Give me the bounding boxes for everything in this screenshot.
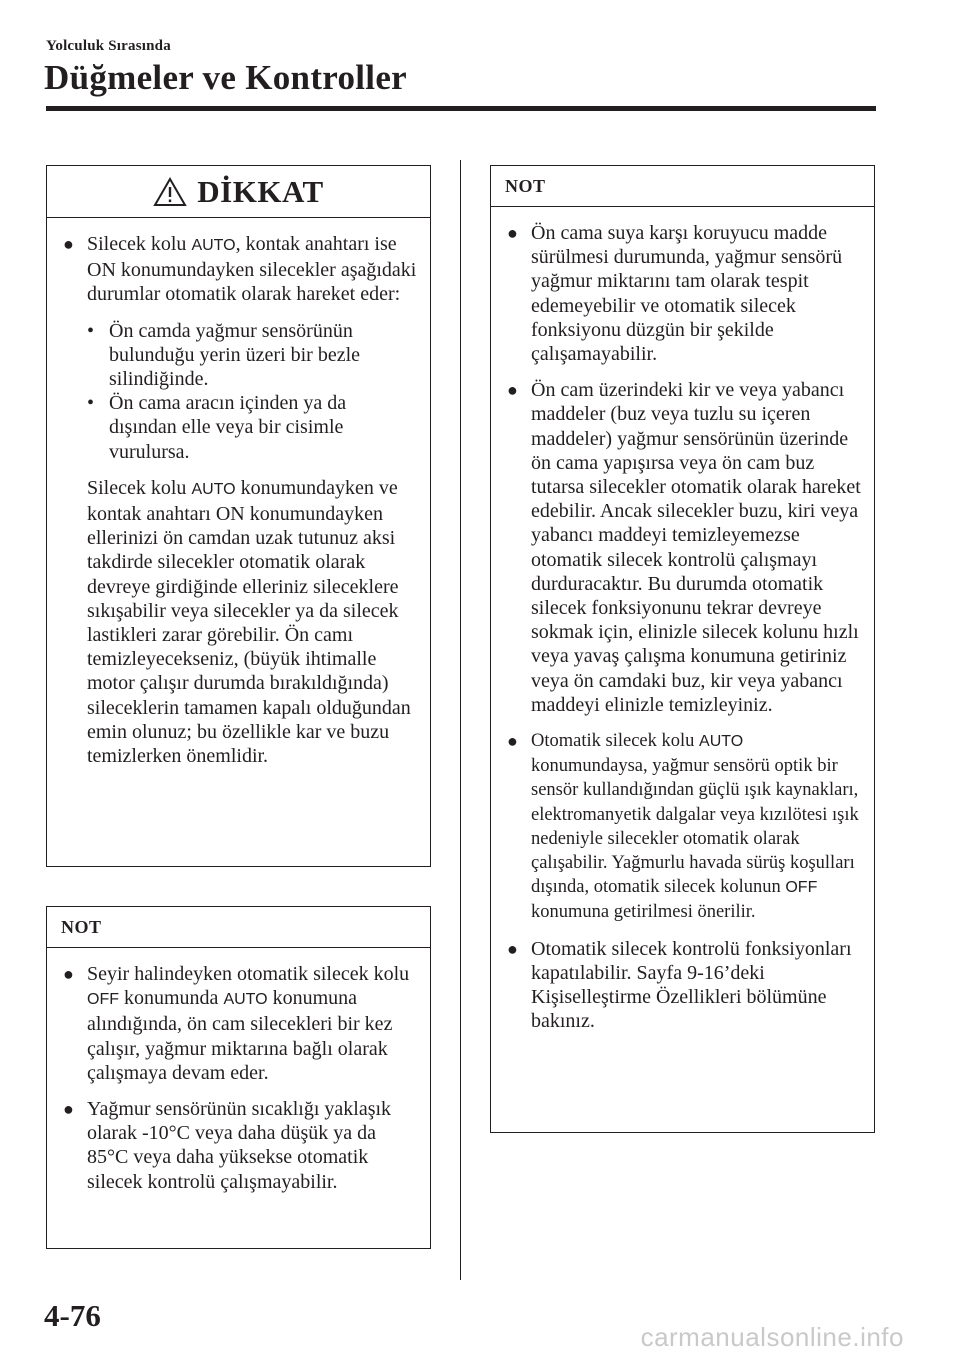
auto-label: AUTO	[191, 237, 236, 254]
auto-label: AUTO	[191, 480, 236, 498]
bullet-icon: ●	[507, 938, 518, 959]
note-title: NOT	[61, 916, 102, 937]
column-divider	[460, 160, 461, 1280]
page-title: Düğmeler ve Kontroller	[44, 58, 407, 97]
auto-label: AUTO	[223, 991, 268, 1009]
warning-title: DİKKAT	[197, 173, 324, 209]
warning-box	[46, 165, 431, 867]
warning-body	[47, 218, 430, 768]
note-item: ● Yağmur sensörünün sıcaklığı yaklaşık olarak -10°C veya daha düşük ya da 85°C veya daha yüksekse otomatik silecek kontrolü çalışmayabilir.	[63, 1098, 392, 1193]
note-box-right	[490, 165, 875, 1133]
off-label: OFF	[785, 879, 818, 897]
bullet-icon: ●	[507, 731, 518, 752]
warning-header	[47, 166, 430, 218]
note-item: ● Otomatik silecek kolu AUTO konumundaysa, yağmur sensörü optik bir sensör kullandığından güçlü ışık kaynakları, elektromanyetik dalgalar veya kızılötesi ışık nedeniyle silecekler otomatik olarak çalışabilir. Yağmurlu havada sürüş koşulları dışında, otomatik silecek kolunun OFF konumuna getirilmesi önerilir.	[507, 731, 859, 923]
note-title: NOT	[505, 175, 546, 196]
auto-label: AUTO	[699, 733, 744, 751]
warning-item: ● Silecek kolu AUTO, kontak anahtarı ise ON konumundayken silecekler aşağıdaki durumlar otomatik olarak hareket eder:	[63, 233, 417, 306]
bullet-icon: ●	[63, 964, 74, 984]
page-number: 4-76	[44, 1298, 101, 1333]
note-item: ● Seyir halindeyken otomatik silecek kolu OFF konumunda AUTO konumuna alındığında, ön cam silecekleri bir kez çalışır, yağmur miktarına bağlı olarak çalışmaya devam eder.	[63, 963, 410, 1084]
warning-paragraph: Silecek kolu AUTO konumundayken ve kontak anahtarı ON konumundayken ellerinizi ön camdan uzak tutunuz aksi takdirde silecekler otomatik olarak devreye girdiğinde elleriniz sileceklere sıkışabilir veya silecekler ya da silecek lastikleri zarar görebilir. Ön camı temizleyecekseniz, (büyük ihtimalle motor çalışır durumda bırakıldığında) sileceklerin tamamen kapalı olduğundan emin olunuz; bu özellikle kar ve buzu temizlerken önemlidir.	[87, 476, 411, 768]
bullet-icon: ●	[507, 380, 518, 401]
bullet-icon: ●	[507, 223, 518, 243]
watermark: carmanualsonline.info	[640, 1322, 904, 1352]
note-header	[491, 166, 874, 207]
title-rule	[46, 106, 876, 111]
note-header	[47, 907, 430, 948]
note-body	[491, 207, 874, 1034]
bullet-icon: •	[87, 319, 95, 342]
bullet-icon: ●	[63, 234, 74, 254]
section-label: Yolculuk Sırasında	[46, 38, 171, 54]
note-item: ● Otomatik silecek kontrolü fonksiyonları kapatılabilir. Sayfa 9-16’deki Kişiselleştirme Özellikleri bölümüne bakınız.	[507, 937, 852, 1033]
warning-triangle-icon	[153, 177, 187, 207]
note-item: ● Ön cam üzerindeki kir ve veya yabancı maddeler (buz veya tuzlu su içeren maddeler) yağmur sensörünün üzerinde ön cama yapışırsa veya ön cam buz tutarsa silecekler otomatik olarak hareket edebilir. Ancak silecekler buzu, kiri veya yabancı maddeyi temizleyemezse otomatik silecek kontrolü çalışmayı durduracaktır. Bu durumda otomatik silecek fonksiyonunu tekrar devreye sokmak için, elinizle silecek kolunu hızlı veya yavaş çalışma konumuna getiriniz veya ön camdaki buz, kir veya yabancı maddeyi elinizle temizleyiniz.	[507, 379, 861, 716]
note-box-left	[46, 906, 431, 1249]
warning-subitem: • Ön cama aracın içinden ya da dışından elle veya bir cisimle vurulursa.	[87, 392, 347, 463]
bullet-icon: ●	[63, 1099, 74, 1120]
off-label: OFF	[87, 991, 119, 1009]
note-body	[47, 948, 430, 1194]
warning-subitem: • Ön camda yağmur sensörünün bulunduğu yerin üzeri bir bezle silindiğinde.	[87, 319, 361, 391]
bullet-icon: •	[87, 392, 95, 415]
note-item: ● Ön cama suya karşı koruyucu madde sürülmesi durumunda, yağmur sensörü yağmur miktarını tam olarak tespit edemeyebilir ve otomatik silecek fonksiyonu düzgün bir şekilde çalışamayabilir.	[507, 222, 843, 366]
